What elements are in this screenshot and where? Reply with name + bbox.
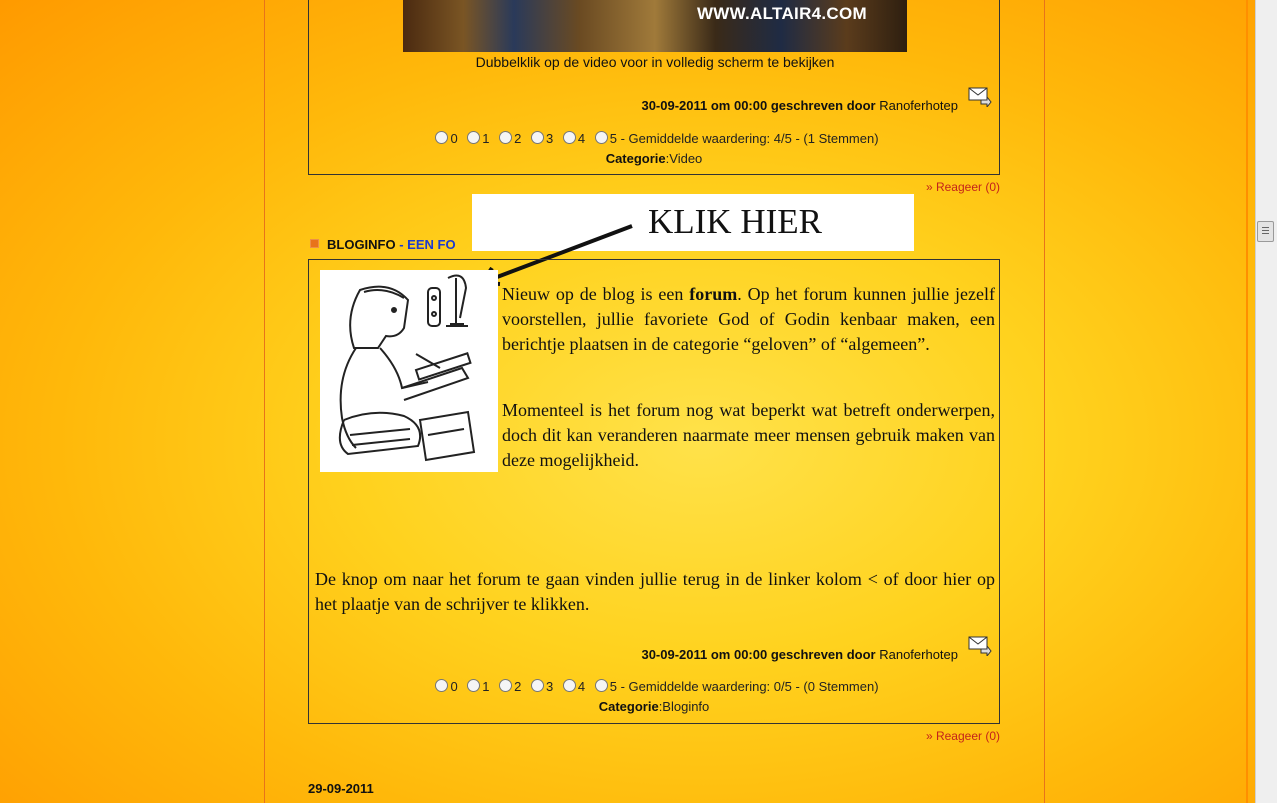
send-mail-icon[interactable] — [968, 85, 992, 107]
post-category — [308, 151, 1000, 166]
rating-radio-4[interactable] — [563, 679, 576, 692]
rating-radio-0[interactable] — [435, 131, 448, 144]
post-author[interactable]: Ranoferhotep — [879, 647, 958, 662]
rating-radio-5[interactable] — [595, 131, 608, 144]
video-fullscreen-note: Dubbelklik op de video voor in volledig scherm te bekijken — [475, 54, 835, 70]
reply-link[interactable]: » Reageer (0) — [925, 180, 1000, 194]
post-title-text: BLOGINFO — [327, 237, 396, 252]
video-watermark: WWW.ALTAIR4.COM — [696, 4, 867, 23]
post-meta — [641, 98, 958, 113]
post-date: 30-09-2011 om 00:00 geschreven door — [641, 98, 876, 113]
scrollbar-thumb[interactable] — [1257, 221, 1274, 242]
bullet-icon — [310, 239, 319, 248]
category-label: Categorie — [605, 151, 666, 166]
post-title — [310, 237, 456, 252]
rating-widget: 0 1 2 3 4 5 - Gemiddelde waardering: 4/5 - (1 Stemmen) — [308, 131, 1000, 146]
post-paragraph-1: Nieuw op de blog is een forum. Op het forum kunnen jullie jezelf voorstellen, jullie favoriete God of Godin kenbaar maken, een berichtje plaatsen in de categorie “geloven” of “algemeen”. — [502, 284, 995, 354]
rating-radio-3[interactable] — [531, 131, 544, 144]
annotation-text: KLIK HIER — [648, 202, 822, 241]
category-label: Categorie — [598, 699, 659, 714]
rating-radio-1[interactable] — [467, 679, 480, 692]
rating-radio-0[interactable] — [435, 679, 448, 692]
rating-widget: 0 1 2 3 4 5 - Gemiddelde waardering: 0/5 - (0 Stemmen) — [308, 679, 1000, 694]
vertical-scrollbar[interactable] — [1255, 0, 1277, 803]
post-date: 30-09-2011 om 00:00 geschreven door — [641, 647, 876, 662]
rating-summary: - Gemiddelde waardering: 0/5 - (0 Stemmen) — [620, 679, 879, 694]
post-paragraph-3: De knop om naar het forum te gaan vinden jullie terug in de linker kolom < of door hier op het plaatje van de schrijver te klikken. — [315, 569, 995, 614]
rating-radio-4[interactable] — [563, 131, 576, 144]
rating-radio-5[interactable] — [595, 679, 608, 692]
date-heading: 29-09-2011 — [308, 781, 374, 796]
post-author[interactable]: Ranoferhotep — [879, 98, 958, 113]
post-meta — [641, 647, 958, 662]
reply-link[interactable]: » Reageer (0) — [925, 729, 1000, 743]
column-border-left — [264, 0, 265, 803]
rating-radio-2[interactable] — [499, 679, 512, 692]
page-border-right — [1246, 0, 1248, 803]
rating-radio-3[interactable] — [531, 679, 544, 692]
forum-bold: forum — [689, 284, 738, 304]
post-paragraph-2: Momenteel is het forum nog wat beperkt wat betreft onderwerpen, doch dit kan veranderen naarmate meer mensen gebruik maken van deze mogelijkheid. — [502, 400, 995, 470]
post-category — [308, 699, 1000, 714]
send-mail-icon[interactable] — [968, 634, 992, 656]
video-player[interactable] — [403, 0, 907, 52]
scribe-image[interactable] — [320, 270, 498, 472]
rating-radio-2[interactable] — [499, 131, 512, 144]
column-border-right — [1044, 0, 1045, 803]
rating-summary: - Gemiddelde waardering: 4/5 - (1 Stemmen) — [620, 131, 879, 146]
post-title-link[interactable]: - EEN FO — [399, 237, 456, 252]
category-value[interactable]: :Video — [665, 151, 703, 166]
category-value[interactable]: :Bloginfo — [658, 699, 710, 714]
rating-radio-1[interactable] — [467, 131, 480, 144]
